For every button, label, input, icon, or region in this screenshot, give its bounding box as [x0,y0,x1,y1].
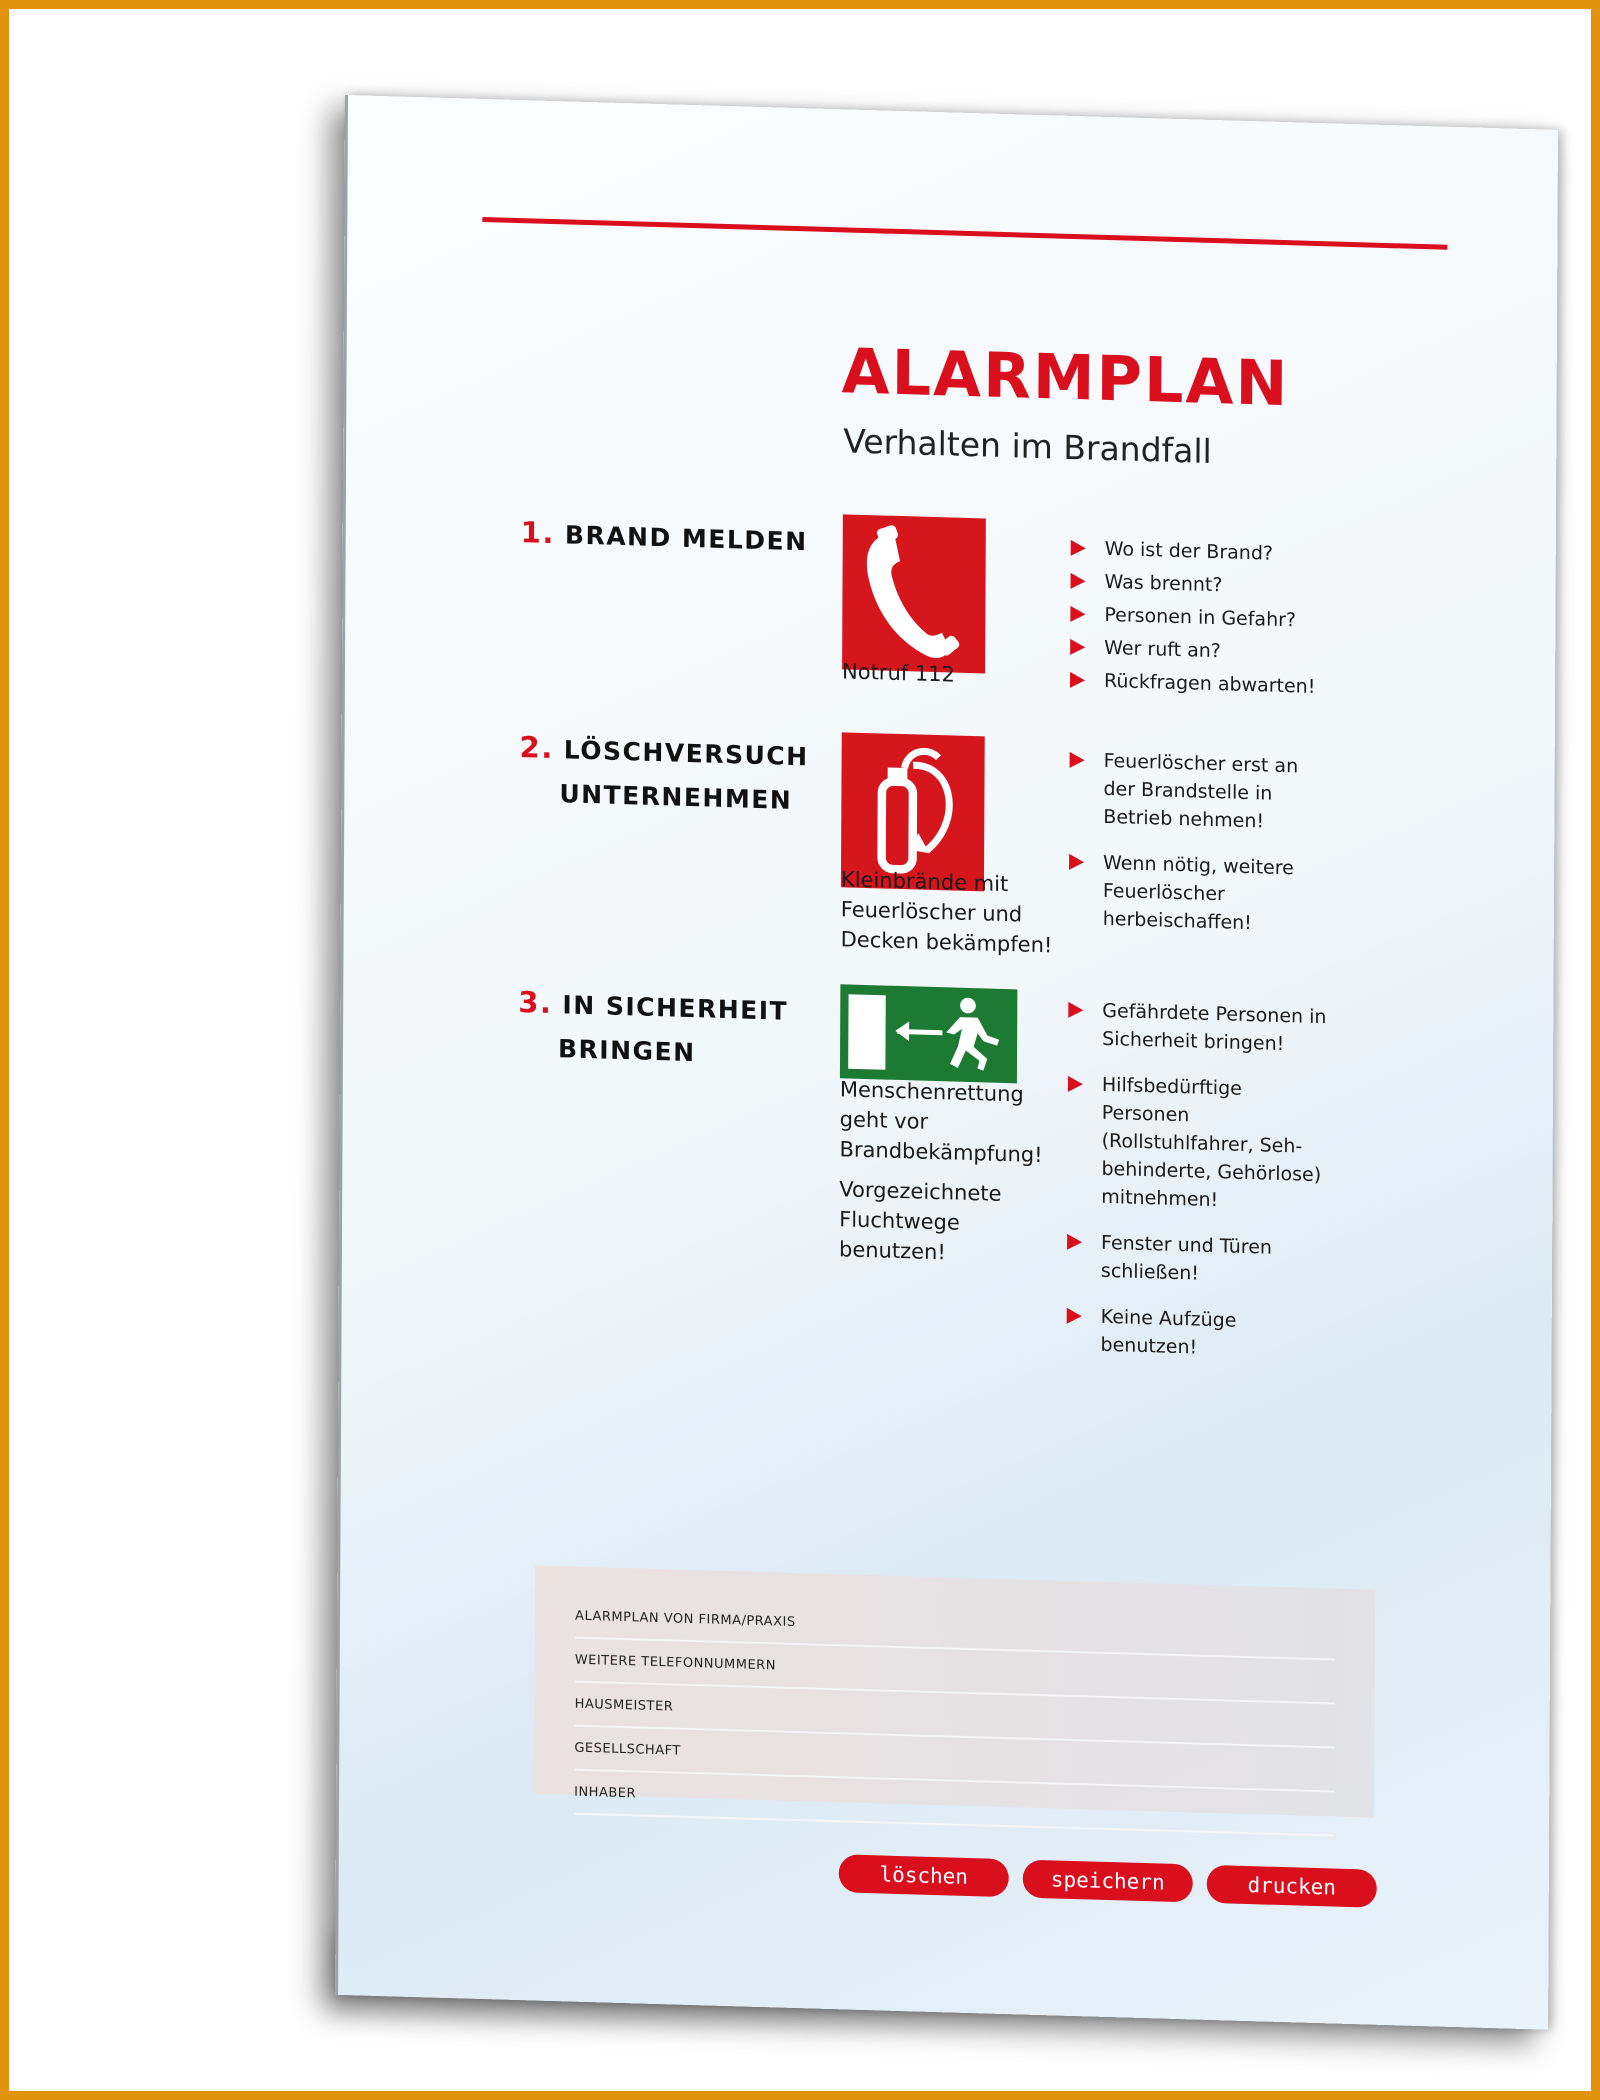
bullet-item: Wenn nötig, weitere Feuerlöscher herbeischaffen! [1069,848,1329,939]
step-3-number: 3. [518,985,553,1020]
step-2-title-line2: UNTERNEHMEN [559,779,793,815]
bullet-item: Rückfragen abwarten! [1070,666,1330,701]
step-3-title-line1: IN SICHERHEIT [562,990,789,1026]
step-3-bullets [1066,996,1328,1383]
step-1-title-line1: BRAND MELDEN [564,520,808,557]
bullet-item: Wo ist der Brand? [1071,534,1331,569]
document-page [335,95,1558,2030]
document-title: ALARMPLAN [841,334,1290,421]
bullet-item: Fenster und Türen schließen! [1067,1228,1327,1291]
step-1-bullets [1070,534,1331,706]
save-button[interactable]: speichern [1023,1860,1193,1903]
bullet-item: Gefährdete Personen in Sicherheit bringen! [1068,996,1328,1059]
print-button[interactable]: drucken [1207,1865,1377,1908]
form-field-company[interactable]: ALARMPLAN VON FIRMA/PRAXIS [575,1595,1335,1661]
company-info-form [534,1566,1375,1818]
step-1-caption: Notruf 112 [841,659,956,687]
step-2-caption: Kleinbrände mit Feuerlöscher und Decken bekämpfen! [840,867,1053,958]
emergency-phone-icon [842,514,986,673]
form-field-owner[interactable]: INHABER [574,1771,1334,1837]
step-3-caption-2: Vorgezeichnete Fluchtwege benutzen! [838,1177,1002,1265]
bullet-item: Wer ruft an? [1070,633,1330,668]
clear-button[interactable]: löschen [839,1854,1009,1897]
step-2-bullets [1069,746,1330,957]
step-2-title-line1: LÖSCHVERSUCH [563,735,809,772]
bullet-item: Personen in Gefahr? [1070,600,1330,635]
step-2-number: 2. [519,730,554,766]
form-field-company-name[interactable]: GESELLSCHAFT [574,1727,1334,1793]
form-field-caretaker[interactable]: HAUSMEISTER [574,1683,1334,1749]
bullet-item: Was brennt? [1070,567,1330,602]
bullet-item: Keine Aufzüge benutzen! [1066,1302,1326,1365]
step-3-title-line2: BRINGEN [557,1034,696,1068]
bullet-item: Hilfsbedürftige Personen (Rollstuhlfahrer, Seh-behinderte, Gehörlose) mitnehmen! [1067,1070,1328,1217]
emergency-exit-icon [840,984,1017,1083]
top-red-rule [482,217,1447,250]
step-2-title [519,725,808,823]
step-3-caption-1: Menschenrettung geht vor Brandbekämpfung! [839,1077,1043,1168]
document-subtitle: Verhalten im Brandfall [843,421,1212,471]
bullet-item: Feuerlöscher erst an der Brandstelle in Betrieb nehmen! [1069,746,1329,837]
step-1-title [521,510,808,564]
step-3-title [518,980,788,1078]
form-field-phone-numbers[interactable]: WEITERE TELEFONNUMMERN [575,1639,1335,1705]
step-1-number: 1. [520,515,556,551]
